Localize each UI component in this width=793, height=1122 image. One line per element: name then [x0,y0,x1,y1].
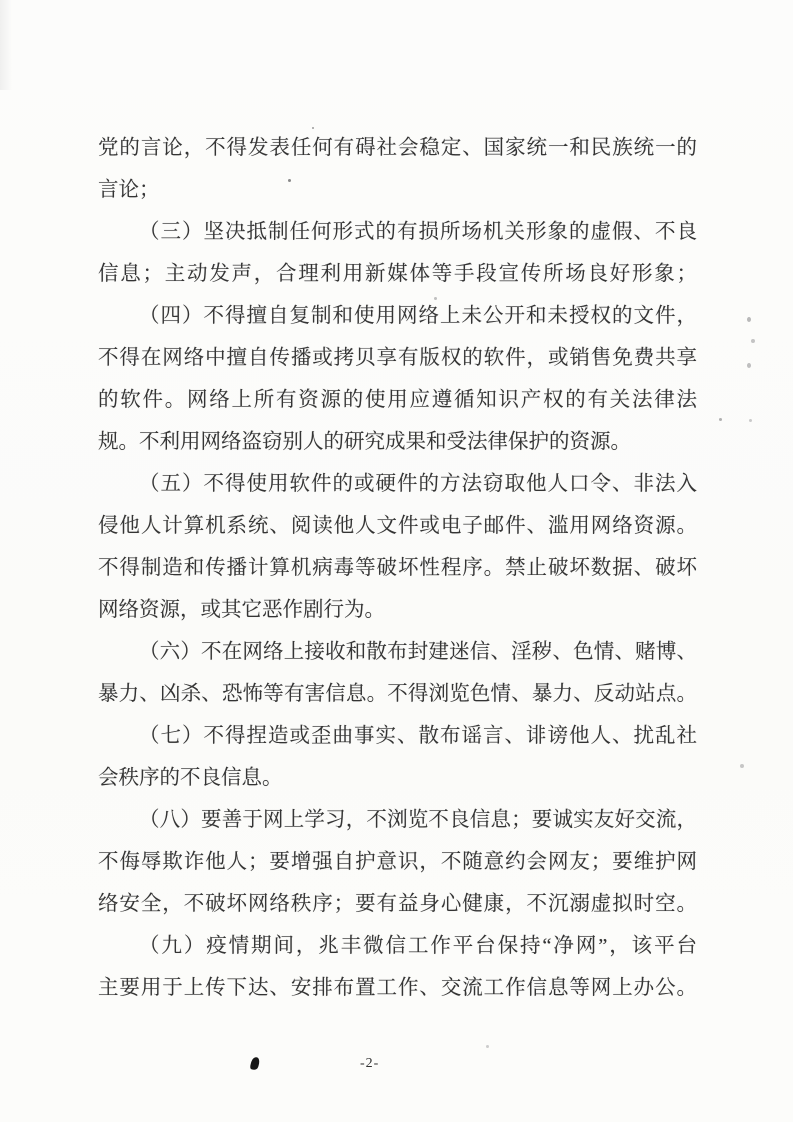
text-line: （八）要善于网上学习，不浏览不良信息；要诚实友好交流， [139,809,697,831]
text-line: 暴力、凶杀、恐怖等有害信息。不得浏览色情、暴力、反动站点。 [98,683,697,705]
text-line: 不得在网络中擅自传播或拷贝享有版权的软件，或销售免费共享 [98,347,697,369]
text-line: 网络资源，或其它恶作剧行为。 [98,599,385,621]
text-line: （五）不得使用软件的或硬件的方法窃取他人口令、非法入 [139,473,697,495]
scan-speck [751,339,755,343]
ink-speck [249,1056,260,1071]
text-line: （九）疫情期间，兆丰微信工作平台保持“净网”，该平台 [139,935,697,957]
scan-speck [486,1045,489,1048]
scan-speck [747,317,751,322]
text-line: 侵他人计算机系统、阅读他人文件或电子邮件、滥用网络资源。 [98,515,697,537]
text-line: 不得制造和传播计算机病毒等破坏性程序。禁止破坏数据、破坏 [98,557,697,579]
text-line: 言论； [98,179,160,201]
text-line: 不侮辱欺诈他人；要增强自护意识，不随意约会网友；要维护网 [98,851,697,873]
text-line: （六）不在网络上接收和散布封建迷信、淫秽、色情、赌博、 [139,641,697,663]
scan-speck [740,764,744,768]
text-line: 党的言论，不得发表任何有碍社会稳定、国家统一和民族统一的 [98,137,697,159]
text-line: 规。不利用网络盗窃别人的研究成果和受法律保护的资源。 [98,431,631,453]
text-line: （四）不得擅自复制和使用网络上未公开和未授权的文件， [139,305,697,327]
text-line: （三）坚决抵制任何形式的有损所场机关形象的虚假、不良 [139,221,697,243]
text-line: 络安全，不破坏网络秩序；要有益身心健康，不沉溺虚拟时空。 [98,893,697,915]
scan-edge-shadow [0,0,12,90]
text-line: 会秩序的不良信息。 [98,767,283,789]
document-body [98,127,697,1009]
scan-speck [749,419,752,422]
text-line: 信息；主动发声，合理利用新媒体等手段宣传所场良好形象； [98,263,697,285]
text-line: （七）不得捏造或歪曲事实、散布谣言、诽谤他人、扰乱社 [139,725,697,747]
scan-speck [747,363,751,368]
text-line: 主要用于上传下达、安排布置工作、交流工作信息等网上办公。 [98,977,697,999]
scan-speck [719,418,722,421]
text-line: 的软件。网络上所有资源的使用应遵循知识产权的有关法律法 [98,389,697,411]
page-number: -2- [360,1056,380,1071]
